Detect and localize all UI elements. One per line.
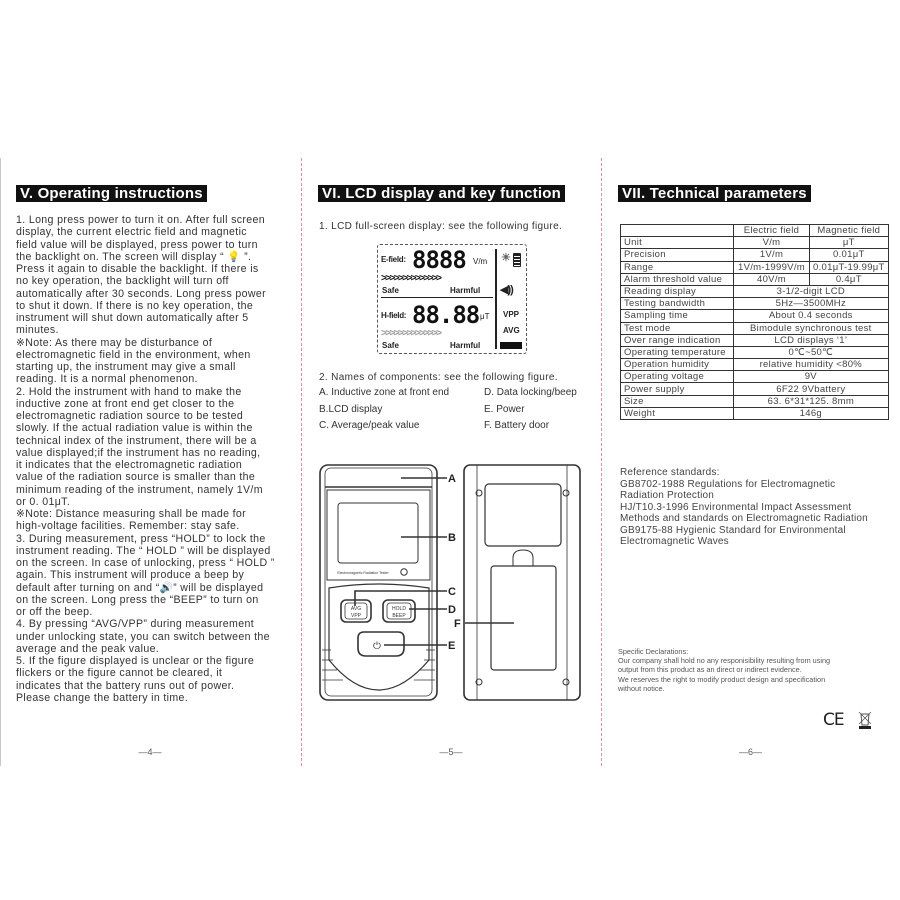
callout-a: A bbox=[448, 473, 456, 485]
declaration-line: Our company shall hold no any responisibility resulting from using bbox=[618, 656, 831, 666]
instruction-line: indicates that the battery runs out of power. bbox=[16, 679, 235, 692]
instruction-line: or 0. 01μT. bbox=[16, 495, 71, 508]
table-cell: 0.01μT bbox=[810, 249, 889, 261]
table-cell: 146g bbox=[734, 407, 889, 419]
callout-c: C bbox=[448, 586, 456, 598]
callout-b: B bbox=[448, 532, 456, 544]
page-4 bbox=[0, 150, 300, 770]
components-list-left bbox=[319, 385, 449, 435]
table-row bbox=[621, 383, 889, 395]
hfield-unit: μT bbox=[480, 312, 490, 321]
table-cell: About 0.4 seconds bbox=[734, 310, 889, 322]
components-intro: 2. Names of components: see the following figure. bbox=[319, 372, 558, 383]
instruction-line: instrument reading. The “ HOLD ” will be displayed bbox=[16, 544, 271, 557]
table-cell: Test mode bbox=[621, 322, 734, 334]
table-cell: Bimodule synchronous test bbox=[734, 322, 889, 334]
table-cell: relative humidity <80% bbox=[734, 359, 889, 371]
efield-bargraph: >>>>>>>>>>>>>> bbox=[381, 273, 441, 284]
instruction-line: display, the current electric field and magnetic bbox=[16, 226, 247, 239]
reference-line: HJ/T10.3-1996 Environmental Impact Assessment bbox=[620, 501, 852, 513]
reference-standards bbox=[620, 467, 868, 548]
table-cell: Reading display bbox=[621, 285, 734, 297]
harmful-label: Harmful bbox=[450, 286, 481, 295]
declaration-line: We reserves the right to modify product design and specification bbox=[618, 674, 826, 684]
instruction-line: average and the peak value. bbox=[16, 642, 160, 655]
instruction-line: slowly. If the actual radiation value is within the bbox=[16, 422, 253, 435]
reference-line: GB8702-1988 Regulations for Electromagnetic bbox=[620, 478, 836, 490]
table-cell: Testing bandwidth bbox=[621, 298, 734, 310]
table-cell: 63. 6*31*125. 8mm bbox=[734, 395, 889, 407]
table-cell: Operating voltage bbox=[621, 371, 734, 383]
efield-label: E-field: bbox=[381, 255, 406, 264]
table-row bbox=[621, 273, 889, 285]
table-cell: 3-1/2-digit LCD bbox=[734, 285, 889, 297]
instruction-line: no key operation, the backlight will turn off bbox=[16, 275, 229, 288]
table-cell: V/m bbox=[734, 237, 810, 249]
table-cell: Unit bbox=[621, 237, 734, 249]
reference-line: Radiation Protection bbox=[620, 490, 715, 501]
instruction-line: ※Note: Distance measuring shall be made for bbox=[16, 508, 247, 520]
specific-declarations bbox=[618, 647, 888, 693]
device-back-body bbox=[464, 465, 580, 700]
table-row bbox=[621, 237, 889, 249]
table-row bbox=[621, 371, 889, 383]
safe-label: Safe bbox=[382, 341, 399, 350]
efield-unit: V/m bbox=[473, 257, 488, 266]
table-header-cell: Magnetic field bbox=[810, 225, 889, 237]
instruction-line: flickers or the figure cannot be cleared, it bbox=[16, 667, 223, 680]
table-row bbox=[621, 334, 889, 346]
table-cell: Size bbox=[621, 395, 734, 407]
reference-line: Methods and standards on Electromagnetic Radiation bbox=[620, 513, 868, 524]
table-cell: μT bbox=[810, 237, 889, 249]
backlight-icon: ☀ bbox=[501, 252, 511, 264]
declaration-line: without notice. bbox=[618, 683, 665, 693]
table-cell: Range bbox=[621, 261, 734, 273]
table-cell: Weight bbox=[621, 407, 734, 419]
instruction-line: value of the radiation source is smaller than the bbox=[16, 471, 256, 484]
harmful-label: Harmful bbox=[450, 341, 481, 350]
table-row bbox=[621, 261, 889, 273]
table-cell: 0.01μT-19.99μT bbox=[810, 261, 889, 273]
page-number: —4— bbox=[138, 747, 162, 757]
table-cell: Over range indication bbox=[621, 334, 734, 346]
speaker-icon: ◀)) bbox=[500, 284, 513, 296]
table-cell: 6F22 9Vbattery bbox=[734, 383, 889, 395]
reference-line: GB9175-88 Hygienic Standard for Environmental bbox=[620, 524, 846, 536]
instruction-line: value displayed;if the instrument has no reading, bbox=[16, 446, 261, 459]
table-cell: 0℃~50℃ bbox=[734, 346, 889, 358]
reference-line: Electromagnetic Waves bbox=[620, 536, 729, 547]
hfield-bargraph: >>>>>>>>>>>>>> bbox=[381, 328, 441, 339]
vpp-indicator: VPP bbox=[503, 310, 520, 319]
instruction-line: it indicates that the electromagnetic radiation bbox=[16, 459, 243, 471]
section-heading: V. Operating instructions bbox=[16, 185, 207, 202]
lcd-intro: 1. LCD full-screen display: see the following figure. bbox=[319, 221, 563, 232]
technical-parameters-table bbox=[620, 224, 889, 420]
table-row bbox=[621, 322, 889, 334]
table-row bbox=[621, 346, 889, 358]
instruction-line: field value will be displayed, press power to turn bbox=[16, 238, 258, 251]
table-row bbox=[621, 298, 889, 310]
callout-f: F bbox=[454, 618, 461, 630]
lcd-separator bbox=[495, 249, 497, 349]
component-c: C. Average/peak value bbox=[319, 420, 420, 431]
table-header-cell bbox=[621, 225, 734, 237]
table-header-row bbox=[621, 225, 889, 237]
instruction-line: Press it again to disable the backlight. If there is bbox=[16, 263, 259, 275]
instruction-line: ※Note: As there may be disturbance of bbox=[16, 336, 213, 349]
table-row bbox=[621, 310, 889, 322]
table-cell: LCD displays ‘1’ bbox=[734, 334, 889, 346]
table-row bbox=[621, 249, 889, 261]
instruction-line: inductive zone at front end get closer to the bbox=[16, 397, 235, 410]
table-row bbox=[621, 395, 889, 407]
instruction-line: 3. During measurement, press “HOLD” to lock the bbox=[16, 532, 266, 545]
instruction-line: minimum reading of the instrument, namely 1V/m bbox=[16, 483, 263, 496]
instruction-line: 4. By pressing “AVG/VPP” during measurement bbox=[16, 618, 255, 631]
table-cell: 0.4μT bbox=[810, 273, 889, 285]
instruction-line: starting up, the instrument may give a small bbox=[16, 361, 236, 373]
table-cell: Operating temperature bbox=[621, 346, 734, 358]
table-cell: Power supply bbox=[621, 383, 734, 395]
page-number: —5— bbox=[439, 747, 463, 757]
avg-button-label: AVG bbox=[350, 606, 362, 612]
instruction-line: instrument will shut down automatically after 5 bbox=[16, 312, 249, 324]
component-b: B.LCD display bbox=[319, 403, 383, 415]
table-cell: 1V/m bbox=[734, 249, 810, 261]
table-cell: 5Hz—3500MHz bbox=[734, 298, 889, 310]
table-cell: Precision bbox=[621, 249, 734, 261]
safe-label: Safe bbox=[382, 286, 399, 295]
instruction-line: under unlocking state, you can switch between the bbox=[16, 630, 270, 643]
component-d: D. Data locking/beep bbox=[484, 387, 577, 398]
ce-mark-icon: CE bbox=[823, 710, 844, 730]
instruction-line: technical index of the instrument, there will be a bbox=[16, 434, 257, 447]
instruction-line: 1. Long press power to turn it on. After full screen bbox=[16, 214, 266, 226]
weee-bin-icon bbox=[858, 710, 872, 730]
hfield-digits: 88.88 bbox=[412, 301, 480, 329]
instruction-line: high-voltage facilities. Remember: stay safe. bbox=[16, 520, 240, 533]
page-number: —6— bbox=[738, 747, 762, 757]
instruction-line: on the screen. Long press the “BEEP” to turn on bbox=[16, 593, 259, 606]
instruction-line: 2. Hold the instrument with hand to make the bbox=[16, 385, 242, 398]
instruction-line: again. This instrument will produce a beep by bbox=[16, 569, 245, 582]
instruction-line: or off the beep. bbox=[16, 606, 93, 618]
table-cell: Sampling time bbox=[621, 310, 734, 322]
hfield-label: H-field: bbox=[381, 311, 407, 320]
operating-instructions-text bbox=[16, 214, 301, 704]
declaration-line: output from this product as an direct or indirect evidence. bbox=[618, 665, 802, 675]
beep-button-label: BEEP bbox=[392, 613, 406, 619]
instruction-line: 5. If the figure displayed is unclear or the figure bbox=[16, 655, 255, 667]
instruction-line: reading. It is a normal phenomenon. bbox=[16, 373, 198, 386]
instruction-line: to shut it down. If there is no key operation, the bbox=[16, 299, 254, 312]
components-list-right bbox=[484, 385, 577, 435]
device-front-body bbox=[320, 465, 437, 700]
power-icon: ⏻ bbox=[373, 641, 381, 652]
component-a: A. Inductive zone at front end bbox=[319, 387, 450, 398]
callout-e: E bbox=[448, 640, 456, 652]
table-header-cell: Electric field bbox=[734, 225, 810, 237]
instruction-line: Please change the battery in time. bbox=[16, 691, 189, 704]
page-6 bbox=[601, 150, 900, 770]
device-brand-text: Electromagnetic Radiation Tester bbox=[337, 571, 389, 575]
callout-d: D bbox=[448, 604, 456, 616]
instruction-line: electromagnetic radiation source to be tested bbox=[16, 410, 244, 422]
table-cell: 1V/m-1999V/m bbox=[734, 261, 810, 273]
table-cell: Alarm threshold value bbox=[621, 273, 734, 285]
table-row bbox=[621, 285, 889, 297]
certification-marks bbox=[823, 710, 872, 730]
instruction-line: on the screen. In case of unlocking, press “ HOLD ” bbox=[16, 557, 275, 569]
vpp-button-label: VPP bbox=[350, 613, 362, 619]
table-cell: Operation humidity bbox=[621, 359, 734, 371]
bar-segment bbox=[500, 342, 522, 349]
instruction-line: minutes. bbox=[16, 324, 59, 337]
section-heading: VI. LCD display and key function bbox=[318, 185, 565, 202]
instruction-line: automatically after 30 seconds. Long press power bbox=[16, 287, 266, 300]
hold-button-label: HOLD bbox=[392, 606, 406, 612]
instruction-line: default after turning on and “🔊” will be displayed bbox=[16, 581, 264, 594]
component-f: F. Battery door bbox=[484, 420, 550, 431]
battery-icon bbox=[513, 253, 521, 267]
table-row bbox=[621, 407, 889, 419]
declaration-line: Specific Declarations: bbox=[618, 647, 689, 656]
table-cell: 40V/m bbox=[734, 273, 810, 285]
section-heading: VII. Technical parameters bbox=[618, 185, 811, 202]
component-e: E. Power bbox=[484, 403, 525, 415]
table-cell: 9V bbox=[734, 371, 889, 383]
instruction-line: electromagnetic field in the environment, when bbox=[16, 348, 251, 361]
avg-indicator: AVG bbox=[503, 326, 520, 335]
device-diagram bbox=[301, 460, 601, 710]
table-row bbox=[621, 359, 889, 371]
lcd-separator bbox=[381, 297, 493, 298]
lcd-figure bbox=[377, 244, 527, 354]
instruction-line: the backlight on. The screen will display “ 💡 ”. bbox=[16, 250, 252, 263]
page-5 bbox=[301, 150, 601, 770]
efield-digits: 8888 bbox=[412, 246, 466, 274]
reference-line: Reference standards: bbox=[620, 467, 720, 478]
